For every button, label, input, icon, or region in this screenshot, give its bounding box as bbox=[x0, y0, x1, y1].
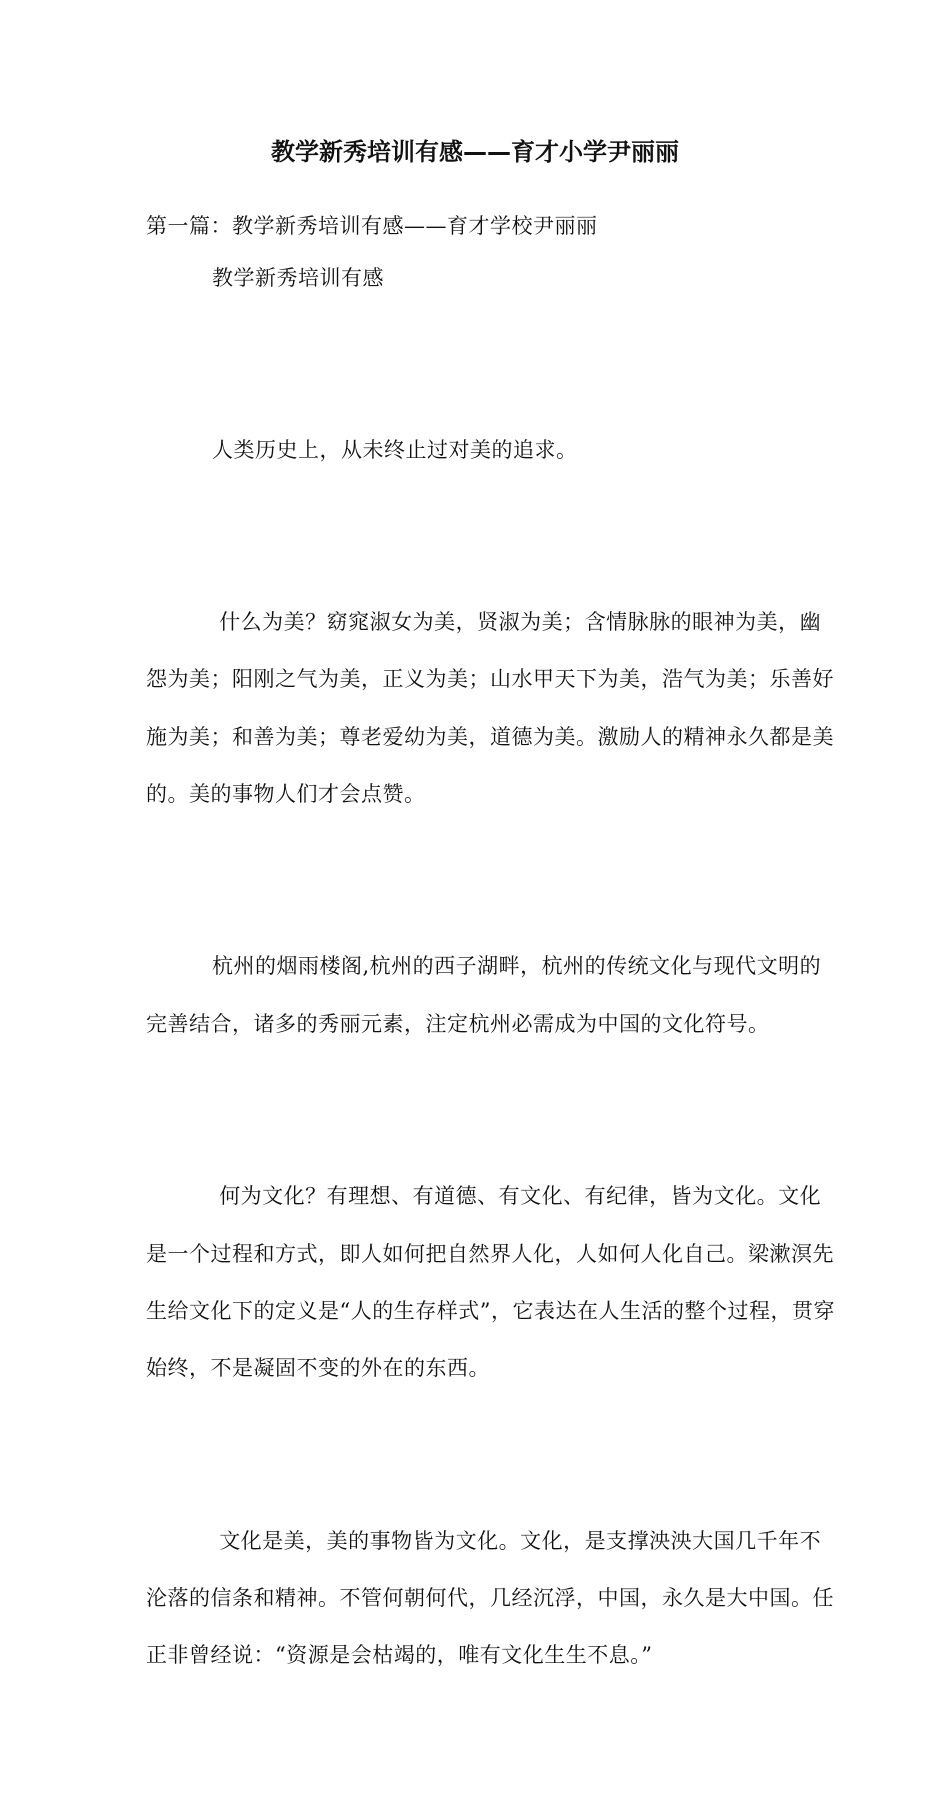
section-heading: 第一篇：教学新秀培训有感——育才学校尹丽丽 bbox=[146, 214, 598, 238]
paragraph: 什么为美？窈窕淑女为美，贤淑为美；含情脉脉的眼神为美，幽怨为美；阳刚之气为美，正义为美；山水甲天下为美，浩气为美；乐善好施为美；和善为美；尊老爱幼为美，道德为美。激励人的精神永久都是美的。美的事物人们才会点赞。 bbox=[146, 610, 834, 807]
document-body bbox=[146, 307, 838, 1800]
paragraph: 杭州的烟雨楼阁,杭州的西子湖畔，杭州的传统文化与现代文明的完善结合，诸多的秀丽元素，注定杭州必需成为中国的文化符号。 bbox=[146, 954, 822, 1036]
paragraph: 文化是美，美的事物皆为文化。文化，是支撑泱泱大国几千年不沦落的信条和精神。不管何朝何代，几经沉浮，中国，永久是大中国。任正非曾经说：“资源是会枯竭的，唯有文化生生不息。” bbox=[146, 1528, 834, 1668]
document-title: 教学新秀培训有感——育才小学尹丽丽 bbox=[271, 138, 679, 166]
section-subtitle: 教学新秀培训有感 bbox=[212, 266, 384, 290]
paragraph: 何为文化？有理想、有道德、有文化、有纪律，皆为文化。文化是一个过程和方式，即人如何把自然界人化，人如何人化自己。梁漱溟先生给文化下的定义是“人的生存样式”，它表达在人生活的整个过程，贯穿始终，不是凝固不变的外在的东西。 bbox=[146, 1184, 835, 1381]
paragraph: 人类历史上，从未终止过对美的追求。 bbox=[212, 437, 578, 462]
